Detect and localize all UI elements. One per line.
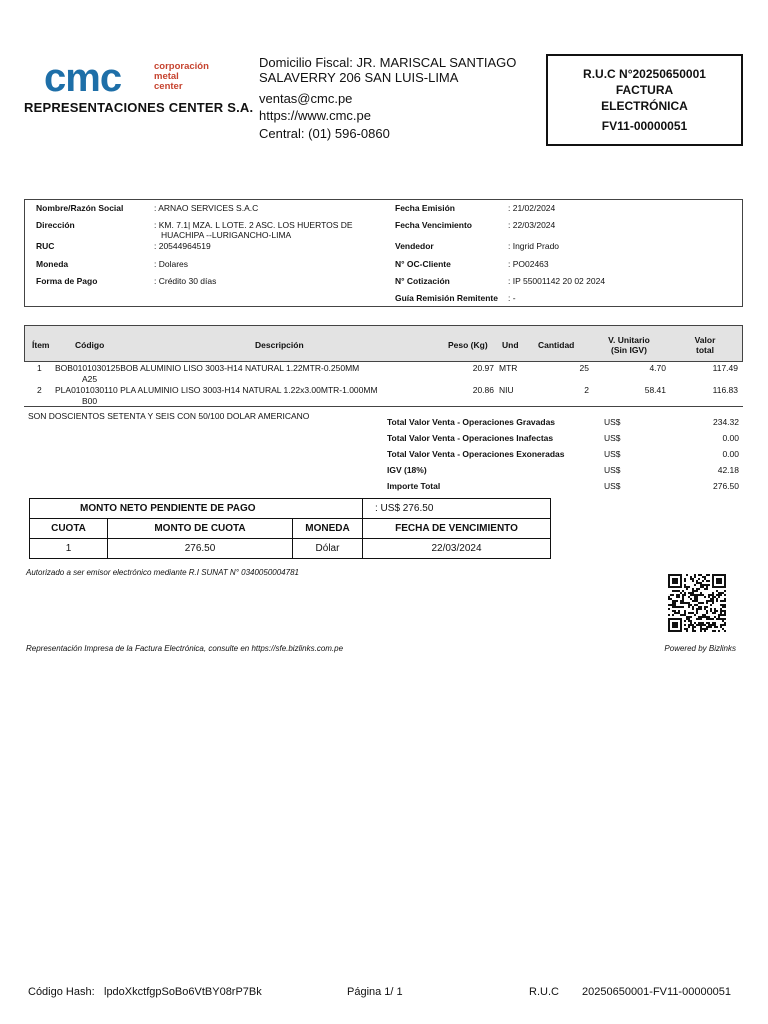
grand-total-value: 276.50 [713,481,739,491]
quote-label: N° Cotización [395,276,450,286]
client-name: : ARNAO SERVICES S.A.C [154,203,259,213]
ruc-number: R.U.C N°20250650001 [583,67,706,81]
row-weight: 20.86 [472,385,494,395]
issue-date-label: Fecha Emisión [395,203,455,213]
col-unit-price: V. Unitario (Sin IGV) [608,335,650,355]
guide-value: : - [508,293,516,303]
total-label: Total Valor Venta - Operaciones Inafectas [387,433,554,443]
col-item: Ítem [32,340,50,350]
col-due-date: FECHA DE VENCIMIENTO [363,519,551,539]
logo-subtitle: corporación metal center [154,61,209,92]
client-info-box [24,199,743,307]
page-number: Página 1/ 1 [347,986,403,998]
row-code-desc: BOB0101030125BOB ALUMINIO LISO 3003-H14 NATURAL 1.22MTR-0.250MM [55,363,360,373]
payment-form-label: Forma de Pago [36,276,98,286]
items-table-body [24,362,743,406]
row-item: 2 [37,385,42,395]
po-number: : PO02463 [508,259,549,269]
client-ruc: : 20544964519 [154,241,211,251]
row-total: 117.49 [712,363,738,373]
installment-due-date: 22/03/2024 [363,539,551,559]
total-currency: US$ [604,417,621,427]
po-label: N° OC-Cliente [395,259,451,269]
row-item: 1 [37,363,42,373]
row-qty: 25 [579,363,589,373]
qr-code [668,574,726,632]
hash-label: Código Hash: [28,986,95,998]
installment-currency: Dólar [293,539,363,559]
items-table-header [24,325,743,362]
total-label: Total Valor Venta - Operaciones Gravadas [387,417,556,427]
issuer-phone: Central: (01) 596-0860 [259,126,390,141]
issuer-email[interactable]: ventas@cmc.pe [259,91,353,106]
currency-value: : Dolares [154,259,189,269]
row-price: 4.70 [649,363,666,373]
total-label: Total Valor Venta - Operaciones Exoneradas [387,449,565,459]
document-id-box [546,54,743,146]
row-unit: NIU [499,385,514,395]
client-name-label: Nombre/Razón Social [36,203,124,213]
installment-number: 1 [30,539,108,559]
col-installment: CUOTA [30,519,108,539]
row-unit: MTR [499,363,518,373]
col-installment-amount: MONTO DE CUOTA [108,519,293,539]
payment-form-value: : Crédito 30 días [154,276,217,286]
guide-label: Guía Remisión Remitente [395,293,498,303]
total-value: 0.00 [722,449,739,459]
payment-schedule-table [29,498,551,559]
footer-document-id: 20250650001-FV11-00000051 [582,986,732,998]
issuer-name: REPRESENTACIONES CENTER S.A. [24,100,254,115]
amount-in-words: SON DOSCIENTOS SETENTA Y SEIS CON 50/100 DOLAR AMERICANO [28,411,310,421]
seller: : Ingrid Prado [508,241,560,251]
total-value: 0.00 [722,433,739,443]
igv-currency: US$ [604,465,621,475]
grand-total-currency: US$ [604,481,621,491]
client-address-label: Dirección [36,220,75,230]
currency-label: Moneda [36,259,69,269]
grand-total-label: Importe Total [387,481,441,491]
row-weight: 20.97 [472,363,494,373]
total-currency: US$ [604,433,621,443]
doc-type-line1: FACTURA [615,83,674,97]
due-date-label: Fecha Vencimiento [395,220,472,230]
row-total: 116.83 [712,385,738,395]
sunat-authorization: Autorizado a ser emisor electrónico mediante R.I SUNAT N° 0340050004781 [26,568,299,577]
col-description: Descripción [255,340,304,350]
representation-note: Representación Impresa de la Factura Electrónica, consulte en https://sfe.bizlinks.com.pe [26,644,344,653]
row-code-cont: B00 [82,396,98,406]
client-address-line1: : KM. 7.1| MZA. L LOTE. 2 ASC. LOS HUERTOS DE [154,220,353,230]
logo-wordmark: cmc [44,56,122,100]
row-code-desc: PLA0101030110 PLA ALUMINIO LISO 3003-H14 NATURAL 1.22x3.00MTR-1.000MM [55,385,378,395]
company-logo [44,58,234,100]
seller-label: Vendedor [395,241,434,251]
row-qty: 2 [584,385,589,395]
pending-amount-value: : US$ 276.50 [363,499,551,519]
document-number: FV11-00000051 [601,119,688,133]
footer-ruc-label: R.U.C [529,986,559,998]
client-address-line2: HUACHIPA --LURIGANCHO-LIMA [161,230,292,240]
col-currency: MONEDA [293,519,363,539]
powered-by: Powered by Bizlinks [664,644,736,653]
table-row [30,539,551,559]
client-ruc-label: RUC [36,241,55,251]
row-code-cont: A25 [82,374,98,384]
total-value: 234.32 [713,417,739,427]
due-date: : 22/03/2024 [508,220,556,230]
igv-value: 42.18 [717,465,739,475]
total-currency: US$ [604,449,621,459]
issuer-website[interactable]: https://www.cmc.pe [259,108,371,123]
installment-amount: 276.50 [108,539,293,559]
issuer-address: Domicilio Fiscal: JR. MARISCAL SANTIAGO SALAVERRY 206 SAN LUIS-LIMA [259,55,517,85]
quote-number: : IP 55001142 20 02 2024 [508,276,606,286]
items-table-divider [24,406,743,407]
col-total: Valor total [694,335,716,355]
col-weight: Peso (Kg) [448,340,488,350]
pending-amount-label: MONTO NETO PENDIENTE DE PAGO [30,499,363,519]
igv-label: IGV (18%) [387,465,427,475]
col-code: Código [75,340,105,350]
totals-block [387,417,743,497]
col-unit: Und [502,340,519,350]
hash-value: lpdoXkctfgpSoBo6VtBY08rP7Bk [104,986,262,998]
col-qty: Cantidad [538,340,575,350]
doc-type-line2: ELECTRÓNICA [601,99,688,113]
row-price: 58.41 [644,385,666,395]
issue-date: : 21/02/2024 [508,203,556,213]
